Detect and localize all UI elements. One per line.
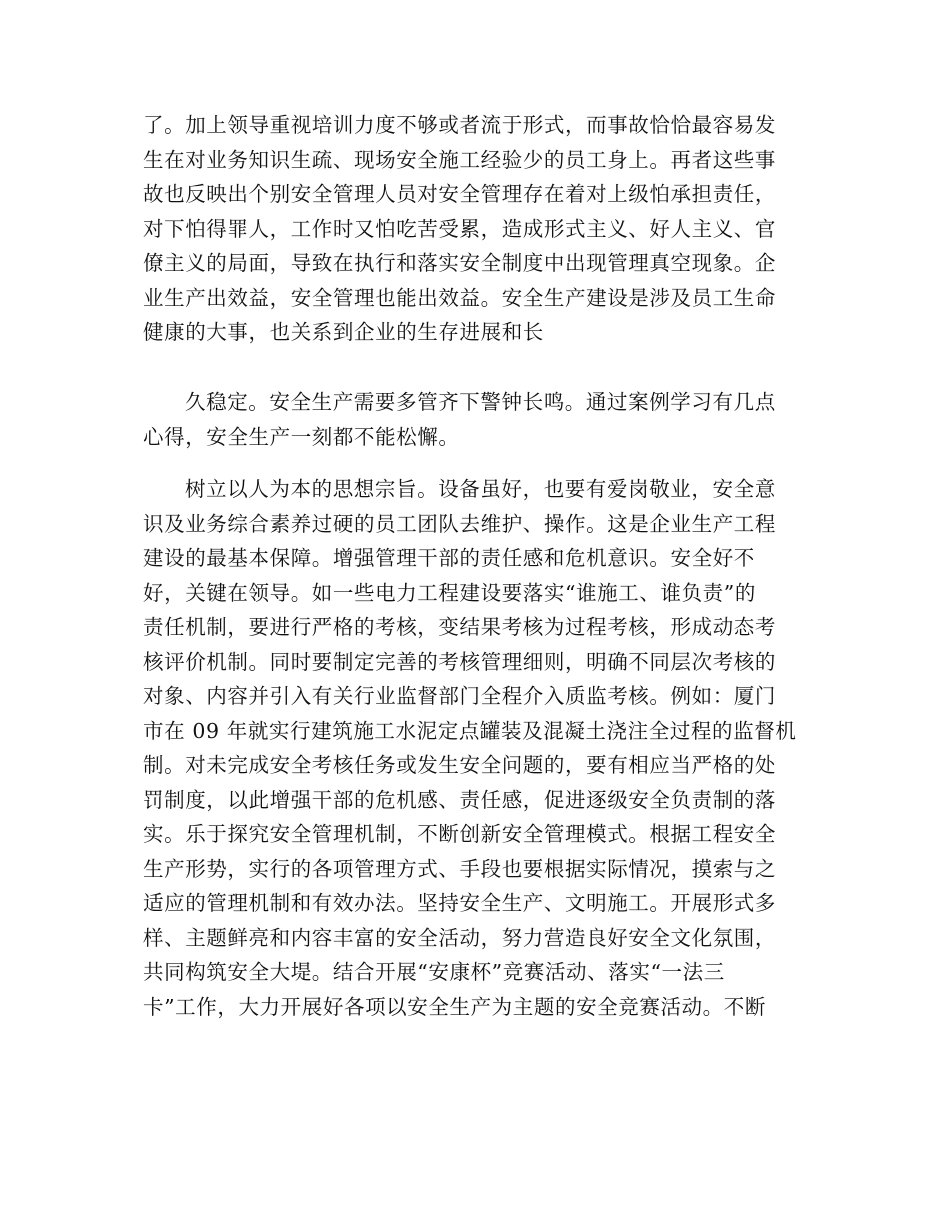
paragraph-1: [143, 108, 823, 350]
paragraph-line: 生在对业务知识生疏、现场安全施工经验少的员工身上。再者这些事: [143, 147, 776, 172]
paragraph-line: 僚主义的局面，导致在执行和落实安全制度中出现管理真空现象。企: [143, 251, 776, 275]
paragraph-line: 建设的最基本保障。增强管理干部的责任感和危机意识。安全好不: [143, 546, 755, 570]
paragraph-line: 样、主题鲜亮和内容丰富的安全活动，努力营造良好安全文化氛围，: [143, 925, 776, 950]
paragraph-line: 识及业务综合素养过硬的员工团队去维护、操作。这是企业生产工程: [143, 511, 776, 536]
paragraph-line: 心得，安全生产一刻都不能松懈。: [143, 424, 460, 449]
paragraph-line: 市在 09 年就实行建筑施工水泥定点罐装及混凝土浇注全过程的监督机: [143, 718, 797, 743]
paragraph-line: 树立以人为本的思想宗旨。设备虽好，也要有爱岗敬业，安全意: [185, 477, 776, 501]
paragraph-line: 适应的管理机制和有效办法。坚持安全生产、文明施工。开展形式多: [143, 891, 776, 915]
paragraph-line: 久稳定。安全生产需要多管齐下警钟长鸣。通过案例学习有几点: [185, 390, 776, 414]
paragraph-line: 实。乐于探究安全管理机制，不断创新安全管理模式。根据工程安全: [143, 822, 776, 846]
paragraph-line: 核评价机制。同时要制定完善的考核管理细则，明确不同层次考核的: [143, 649, 776, 674]
paragraph-line: 责任机制，要进行严格的考核，变结果考核为过程考核，形成动态考: [143, 615, 776, 639]
paragraph-line: 共同构筑安全大堤。结合开展“安康杯”竞赛活动、落实“一法三: [143, 960, 725, 984]
paragraph-line: 生产形势，实行的各项管理方式、手段也要根据实际情况，摸索与之: [143, 856, 776, 881]
paragraph-2: [143, 385, 823, 454]
paragraph-line: 故也反映出个别安全管理人员对安全管理存在着对上级怕承担责任，: [143, 182, 776, 206]
paragraph-line: 好，关键在领导。如一些电力工程建设要落实“谁施工、谁负责”的: [143, 580, 756, 605]
paragraph-line: 制。对未完成安全考核任务或发生安全问题的，要有相应当严格的处: [143, 753, 776, 777]
paragraph-line: 罚制度，以此增强干部的危机感、责任感，促进逐级安全负责制的落: [143, 787, 776, 812]
paragraph-line: 对下怕得罪人，工作时又怕吃苦受累，造成形式主义、好人主义、官: [143, 216, 776, 241]
paragraph-line: 卡”工作，大力开展好各项以安全生产为主题的安全竞赛活动。不断: [143, 994, 766, 1019]
paragraph-line: 业生产出效益，安全管理也能出效益。安全生产建设是涉及员工生命: [143, 285, 776, 310]
paragraph-3: [143, 472, 823, 1024]
paragraph-line: 对象、内容并引入有关行业监督部门全程介入质监考核。例如：厦门: [143, 684, 776, 708]
paragraph-line: 健康的大事，也关系到企业的生存进展和长: [143, 320, 544, 344]
paragraph-line: 了。加上领导重视培训力度不够或者流于形式，而事故恰恰最容易发: [143, 113, 776, 137]
